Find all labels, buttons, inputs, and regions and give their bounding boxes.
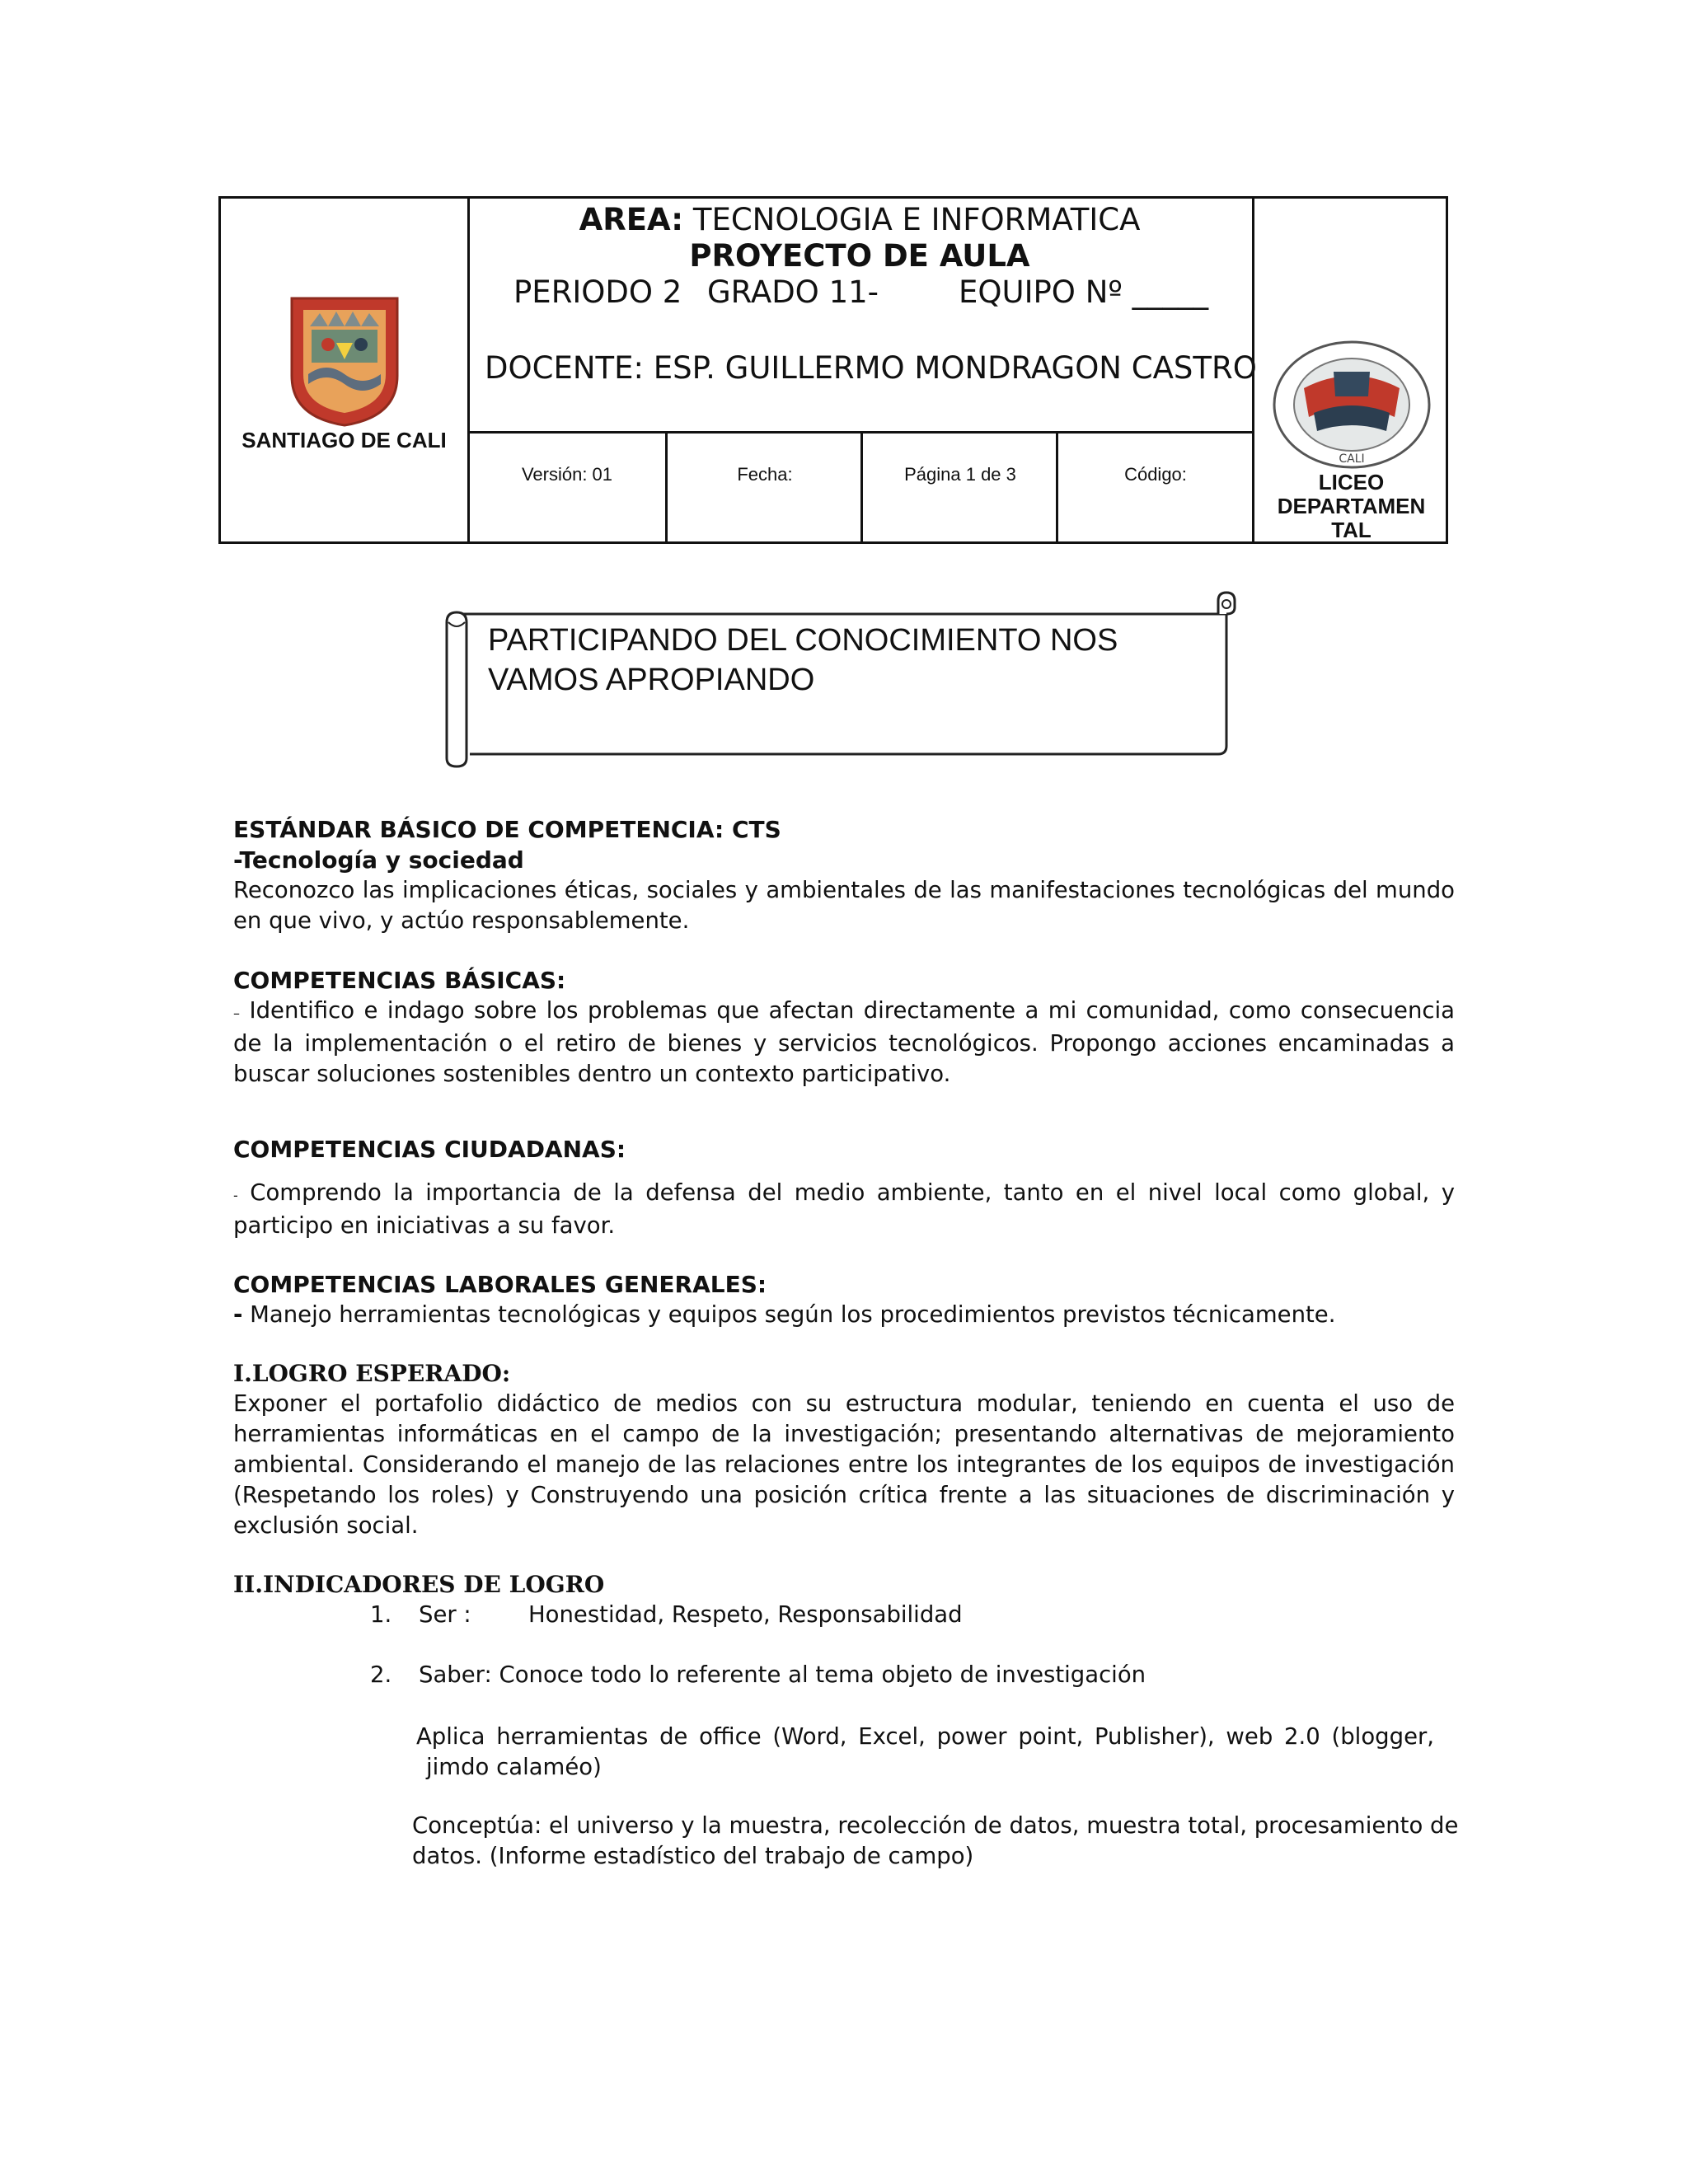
bullet-dash: - bbox=[233, 1188, 238, 1203]
city-name: SANTIAGO DE CALI bbox=[241, 428, 447, 452]
area-line bbox=[467, 202, 1252, 238]
item-value: Honestidad, Respeto, Responsabilidad bbox=[528, 1601, 963, 1628]
motto-line: PARTICIPANDO DEL CONOCIMIENTO NOS bbox=[488, 623, 1118, 658]
codigo-cell: Código: bbox=[1124, 464, 1187, 485]
document-body bbox=[233, 814, 1459, 1872]
version-cell: Versión: 01 bbox=[521, 464, 613, 485]
item-text: Saber: Conoce todo lo referente al tema objeto de investigación bbox=[419, 1661, 1146, 1688]
laborales-title: COMPETENCIAS LABORALES GENERALES: bbox=[233, 1271, 767, 1298]
indicator-item bbox=[233, 1660, 1455, 1690]
laborales-text: Manejo herramientas tecnológicas y equipos según los procedimientos previstos técnicamente. bbox=[250, 1301, 1336, 1328]
area-value: TECNOLOGIA E INFORMATICA bbox=[692, 202, 1141, 237]
periodo-label: PERIODO 2 bbox=[513, 274, 682, 310]
conceptua-line: Conceptúa: el universo y la muestra, recolección de datos, muestra total, procesamiento de bbox=[412, 1812, 1459, 1839]
header-divider bbox=[665, 431, 668, 541]
area-label: AREA: bbox=[579, 202, 684, 237]
header-divider bbox=[860, 431, 863, 541]
logro-title: I.LOGRO ESPERADO: bbox=[233, 1360, 511, 1387]
item-label: Ser : bbox=[419, 1601, 471, 1628]
ciudadanas-text: Comprendo la importancia de la defensa del medio ambiente, tanto en el nivel local como global, y participo en iniciativas a su favor. bbox=[233, 1179, 1455, 1239]
school-seal-icon bbox=[1271, 339, 1432, 471]
svg-text:CALI: CALI bbox=[1339, 452, 1365, 466]
ciudadanas-title: COMPETENCIAS CIUDADANAS: bbox=[233, 1136, 626, 1163]
basicas-text: Identifico e indago sobre los problemas que afectan directamente a mi comunidad, como consecuencia de la implementación o el retiro de bienes y servicios tecnológicos. Propongo acciones encaminadas a buscar soluciones sostenibles dentro un contexto participativo. bbox=[233, 997, 1456, 1087]
school-name-line: TAL bbox=[1331, 518, 1372, 542]
ciudadanas-paragraph bbox=[233, 1178, 1455, 1241]
laborales-paragraph bbox=[233, 1300, 1455, 1330]
bullet-dash: - bbox=[233, 1301, 243, 1328]
basicas-title: COMPETENCIAS BÁSICAS: bbox=[233, 967, 566, 994]
school-name-line: LICEO bbox=[1318, 470, 1385, 494]
item-number: 1. bbox=[370, 1601, 392, 1628]
school-name bbox=[1252, 471, 1451, 542]
header-table bbox=[218, 196, 1448, 544]
basicas-paragraph bbox=[233, 996, 1455, 1090]
city-coat-of-arms-icon bbox=[287, 293, 402, 429]
docente-label: DOCENTE: ESP. GUILLERMO MONDRAGON CASTRO bbox=[485, 350, 1257, 386]
estandar-title: ESTÁNDAR BÁSICO DE COMPETENCIA: CTS bbox=[233, 816, 781, 843]
motto-banner bbox=[437, 589, 1245, 771]
estandar-subtitle: -Tecnología y sociedad bbox=[233, 846, 524, 874]
aplica-line-cont: jimdo calaméo) bbox=[426, 1754, 602, 1780]
fecha-cell: Fecha: bbox=[737, 464, 793, 485]
conceptua-line: datos. (Informe estadístico del trabajo de campo) bbox=[412, 1843, 974, 1869]
aplica-line: Aplica herramientas de office (Word, Excel, power point, Publisher), web 2.0 (blogger, bbox=[416, 1723, 1435, 1750]
estandar-text: Reconozco las implicaciones éticas, sociales y ambientales de las manifestaciones tecnológicas del mundo en que vivo, y actúo responsablemente. bbox=[233, 877, 1455, 934]
motto-line: VAMOS APROPIANDO bbox=[488, 663, 815, 697]
grado-label: GRADO 11- bbox=[707, 274, 879, 310]
bullet-dash: – bbox=[233, 1005, 240, 1021]
logro-text: Exponer el portafolio didáctico de medios con su estructura modular, teniendo en cuenta el uso de herramientas informáticas en el campo de la investigación; presentando alternativas de mejoramiento ambiental. Considerando el manejo de las relaciones entre los integrantes de los equipos de investigación (Respetando los roles) y Construyendo una posición crítica frente a las situaciones de discriminación y exclusión social. bbox=[233, 1390, 1455, 1539]
header-divider bbox=[1056, 431, 1058, 541]
pagina-cell: Página 1 de 3 bbox=[904, 464, 1016, 485]
item-number: 2. bbox=[370, 1661, 392, 1688]
project-title: PROYECTO DE AULA bbox=[689, 238, 1030, 274]
header-divider bbox=[467, 431, 1252, 434]
indicator-item bbox=[233, 1600, 1455, 1630]
equipo-field: EQUIPO Nº _____ bbox=[959, 274, 1209, 310]
school-name-line: DEPARTAMEN bbox=[1277, 494, 1426, 518]
indicadores-title: II.INDICADORES DE LOGRO bbox=[233, 1571, 605, 1598]
